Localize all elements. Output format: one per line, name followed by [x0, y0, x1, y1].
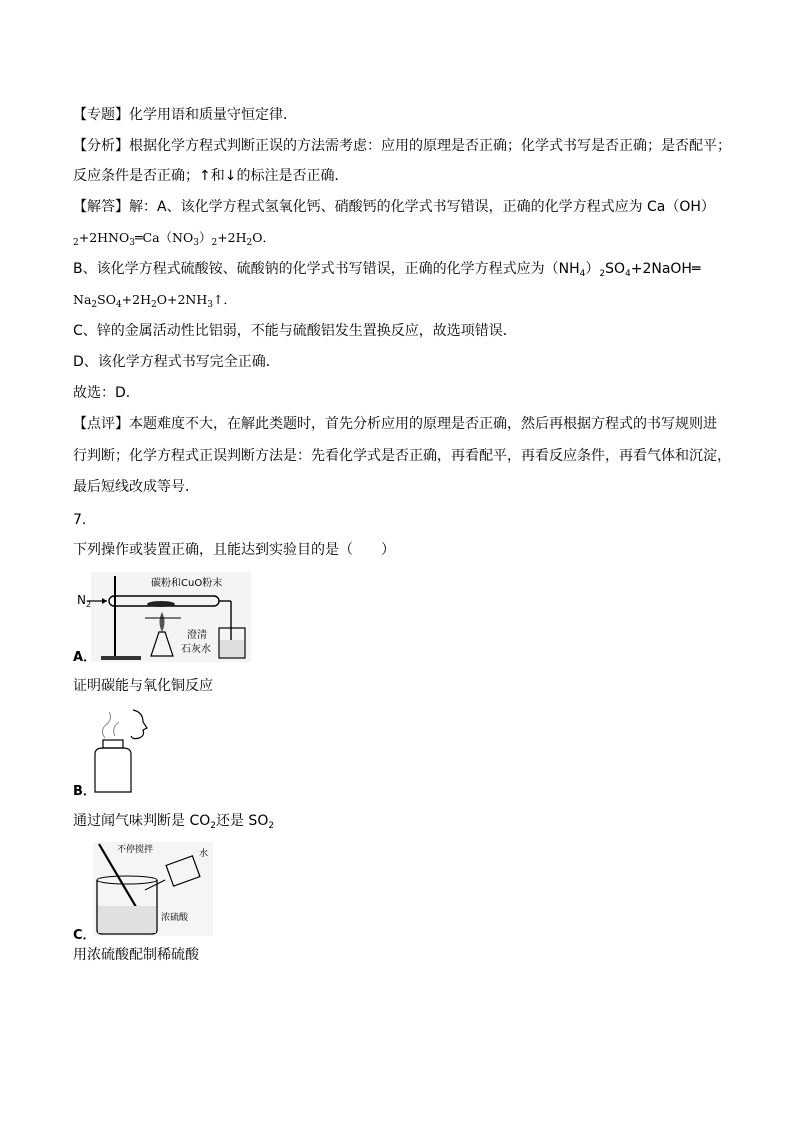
answer-d-text: D、该化学方程式书写完全正确． [73, 354, 280, 370]
equation-part: Na [73, 292, 92, 307]
answer-tag: 【解答】 [73, 199, 129, 215]
option-c-figure [73, 840, 223, 943]
answer-a-text: 解：A、该化学方程式氢氧化钙、硝酸钙的化学式书写错误，正确的化学方程式应为 Ca（OH） [129, 199, 715, 215]
option-a-caption [73, 677, 733, 695]
choice-line [73, 384, 733, 402]
answer-b-equation [73, 291, 733, 314]
limewater-label-1: 澄清 [187, 630, 207, 641]
stir-label: 不停搅拌 [117, 845, 154, 855]
equation-part: +2HNO [78, 230, 130, 245]
subscript: 3 [129, 238, 135, 248]
option-b-caption-text-2: 还是 SO [215, 813, 269, 829]
answer-b-text: B、该化学方程式硫酸铵、硫酸钠的化学式书写错误，正确的化学方程式应为（NH [73, 261, 580, 277]
subscript: 4 [624, 269, 631, 279]
equation-part: ） [198, 230, 212, 245]
equation-part: SO [97, 292, 116, 307]
option-b-caption-text: 通过闻气味判断是 CO [73, 813, 211, 829]
subscript: 3 [207, 300, 213, 310]
question-stem-text: 下列操作或装置正确，且能达到实验目的是（ ） [73, 542, 395, 558]
option-b-letter: B． [73, 784, 96, 799]
analysis-line-2 [73, 167, 733, 185]
answer-b-line-1 [73, 260, 733, 283]
topic-line [73, 106, 733, 124]
comment-text-3: 最后短线改成等号． [73, 479, 199, 495]
subscript: 2 [246, 238, 253, 248]
powder-label: 碳粉和CuO粉末 [151, 578, 223, 589]
comment-tag: 【点评】 [73, 416, 129, 432]
water-label: 水 [199, 849, 209, 859]
equation-part: ↑． [212, 292, 236, 307]
equation-part: +2H [121, 292, 151, 307]
question-stem [73, 541, 733, 559]
equation-part: O+2NH [156, 292, 208, 307]
question-number [73, 511, 733, 529]
option-a-caption-text: 证明碳能与氧化铜反应 [73, 678, 213, 694]
acid-label: 浓硫酸 [161, 913, 189, 923]
topic-text: 化学用语和质量守恒定律． [129, 107, 297, 123]
comment-line-1 [73, 415, 733, 433]
equation-part: +2H [217, 230, 247, 245]
option-b-caption [73, 812, 733, 835]
limewater-label-2: 石灰水 [181, 644, 211, 655]
topic-tag: 【专题】 [73, 107, 129, 123]
comment-text-2: 行判断；化学方程式正误判断方法是：先看化学式是否正确，再看配平，再看反应条件，再看气体和沉淀， [73, 448, 731, 464]
question-number-text: 7. [73, 512, 87, 528]
equation-part: ） [585, 261, 600, 277]
option-b-figure [73, 706, 173, 798]
subscript: 4 [579, 269, 586, 279]
carbon-reduction-apparatus [73, 572, 263, 664]
analysis-text-1: 根据化学方程式判断正误的方法需考虑：应用的原理是否正确；化学式书写是否正确；是否配平； [129, 138, 731, 154]
option-c-caption-text: 用浓硫酸配制稀硫酸 [73, 947, 199, 963]
answer-d-line [73, 353, 733, 371]
analysis-text-2: 反应条件是否正确；↑和↓的标注是否正确． [73, 168, 349, 184]
equation-part: SO [605, 261, 625, 277]
subscript: 4 [115, 300, 122, 310]
equation-part: O． [252, 230, 276, 245]
answer-a-line-1 [73, 198, 733, 216]
comment-line-2 [73, 447, 733, 465]
comment-text-1: 本题难度不大，在解此类题时，首先分析应用的原理是否正确，然后再根据方程式的书写规则进 [129, 416, 717, 432]
subscript: 2 [91, 300, 98, 310]
subscript: 3 [193, 238, 199, 248]
choice-text: 故选：D． [73, 385, 140, 401]
equation-part: +2NaOH═ [630, 261, 701, 277]
option-a-letter: A． [73, 650, 97, 665]
option-a-figure [73, 572, 263, 664]
answer-c-text: C、锌的金属活动性比铝弱，不能与硫酸铝发生置换反应，故选项错误． [73, 323, 517, 339]
equation-part: ═Ca（NO [134, 230, 194, 245]
subscript: 2 [210, 821, 216, 831]
subscript: 2 [268, 821, 275, 831]
answer-c-line [73, 322, 733, 340]
comment-line-3 [73, 478, 733, 496]
subscript: 2 [211, 238, 218, 248]
analysis-line-1 [73, 137, 733, 155]
answer-a-equation [73, 229, 733, 252]
subscript: 2 [73, 238, 79, 248]
analysis-tag: 【分析】 [73, 138, 129, 154]
subscript: 2 [151, 300, 157, 310]
gas-label: $N_2$ [77, 593, 92, 609]
subscript: 2 [599, 269, 606, 279]
option-c-letter: C． [73, 928, 96, 943]
option-c-caption [73, 946, 733, 964]
